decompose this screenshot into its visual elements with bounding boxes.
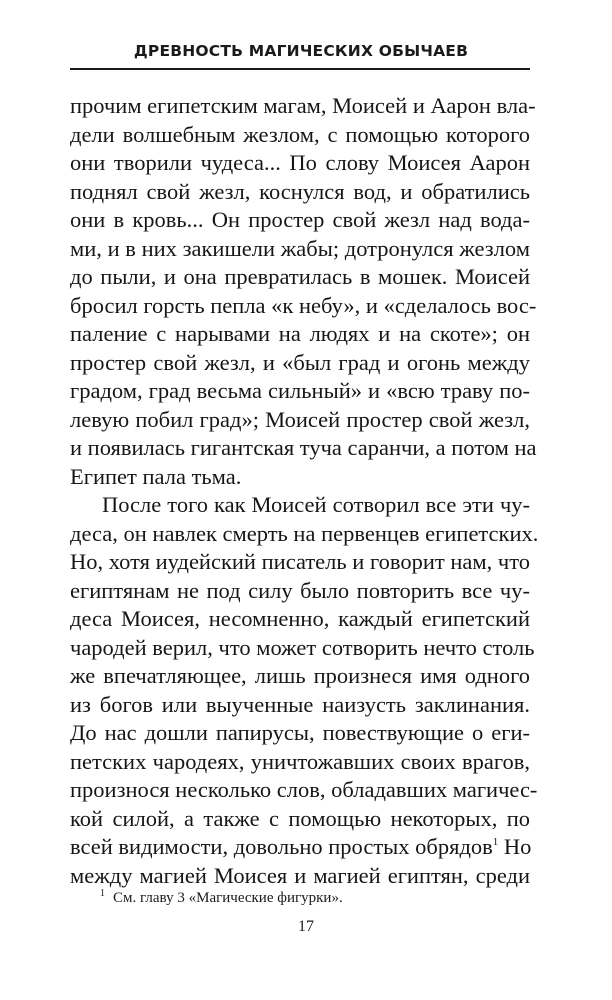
text-line: они творили чудеса... По слову Моисея Аарон [70, 150, 530, 175]
running-head: ДРЕВНОСТЬ МАГИЧЕСКИХ ОБЫЧАЕВ [133, 42, 469, 60]
text-line: После того как Моисей сотворил все эти чу- [102, 492, 530, 517]
text-line: До нас дошли папирусы, повествующие о еги- [70, 720, 530, 745]
text-line: Но, хотя иудейский писатель и говорит нам, что [70, 549, 530, 574]
paragraph-2 [70, 491, 539, 890]
text-line: прочим египетским магам, Моисей и Аарон вла- [70, 93, 536, 118]
text-line: градом, град весьма сильный» и «всю траву по- [70, 378, 530, 403]
text-line: дели волшебным жезлом, с помощью которого [70, 121, 530, 147]
text-line: Египет пала тьма. [70, 463, 242, 489]
paragraph-1 [70, 92, 537, 491]
text-line: поднял свой жезл, коснулся вод, и обратились [70, 178, 530, 204]
text-line: произнося несколько слов, обладавших магичес- [70, 777, 538, 802]
footnote-reference: 1 [492, 836, 499, 848]
text-line-with-footnote [70, 833, 530, 862]
text-line: ми, и в них закишели жабы; дотронулся жезлом [70, 235, 530, 261]
text-line: и появилась гигантская туча саранчи, а потом на [70, 435, 537, 460]
text-segment: всей видимости, довольно простых обрядов [70, 834, 493, 859]
text-line: чародей верил, что может сотворить нечто столь [70, 634, 535, 660]
text-line: простер свой жезл, и «был град и огонь между [70, 349, 530, 375]
text-line: петских чародеях, уничтожавших своих врагов, [70, 748, 530, 774]
footnote-text: См. главу 3 «Магические фигурки». [113, 890, 343, 906]
text-line: деса, он навлек смерть на первенцев египетских. [70, 520, 539, 546]
text-line: до пыли, и она превратилась в мошек. Моисей [70, 264, 530, 289]
footnote [100, 888, 530, 907]
text-line: египтянам не под силу было повторить все чу- [70, 577, 530, 603]
text-line: же впечатляющее, лишь произнеся имя одного [70, 663, 530, 688]
text-line: между магией Моисея и магией египтян, среди [70, 862, 530, 888]
text-line: из богов или выученные наизусть заклинания. [70, 691, 530, 717]
text-line: бросил горсть пепла «к небу», и «сделалось вос- [70, 292, 537, 318]
footnote-mark: 1 [100, 888, 105, 899]
text-line: левую побил град»; Моисей простер свой жезл, [70, 406, 530, 432]
text-line: паление с нарывами на людях и на скоте»; он [70, 321, 530, 346]
page-number: 17 [298, 918, 314, 935]
text-line: деса Моисея, несомненно, каждый египетский [70, 606, 530, 631]
text-line: они в кровь... Он простер свой жезл над вода- [70, 207, 530, 232]
text-segment: Но [498, 834, 532, 859]
header-rule [70, 68, 530, 70]
text-line: кой силой, а также с помощью некоторых, по [70, 805, 530, 831]
